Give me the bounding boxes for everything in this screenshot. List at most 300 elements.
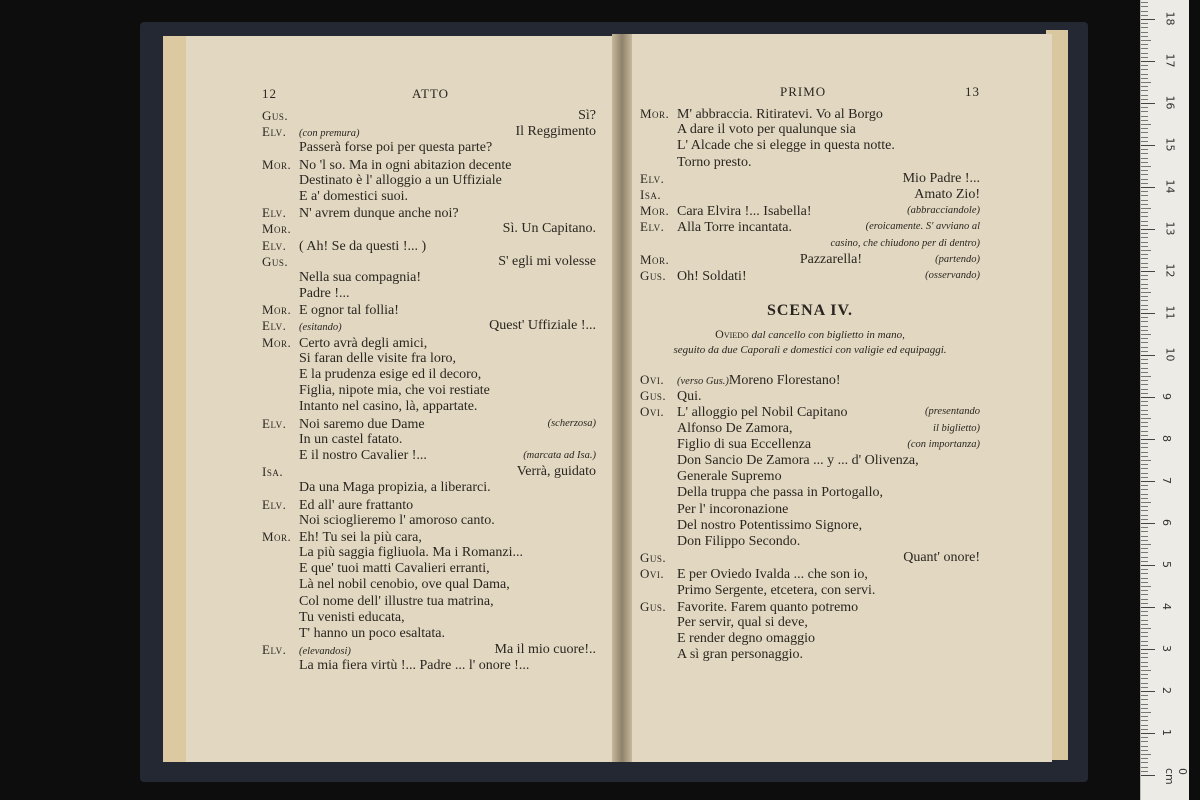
- text-line: [640, 404, 980, 420]
- ruler-label: 10: [1163, 347, 1177, 362]
- verse-text: Quest' Uffiziale !...: [489, 318, 596, 334]
- ruler-tick: [1141, 288, 1148, 289]
- stage-direction: (osservando): [925, 269, 980, 281]
- text-line: [262, 432, 596, 448]
- text-line: [262, 318, 596, 334]
- ruler-tick: [1141, 258, 1148, 259]
- text-line: [262, 577, 596, 593]
- ruler-tick: [1141, 313, 1155, 314]
- ruler-tick: [1141, 263, 1148, 264]
- ruler-tick: [1141, 447, 1148, 448]
- ruler-tick: [1141, 670, 1151, 671]
- text-line: [262, 545, 596, 561]
- ruler-tick: [1141, 519, 1148, 520]
- verse-text: Figlia, nipote mia, che voi restiate: [299, 383, 490, 399]
- text-line: [262, 124, 596, 140]
- ruler-tick: [1141, 666, 1148, 667]
- ruler-tick: [1141, 515, 1148, 516]
- text-line: [262, 497, 596, 513]
- verse-text: Il Reggimento: [515, 124, 596, 140]
- stage-direction: (presentando: [924, 406, 980, 418]
- ruler-tick: [1141, 481, 1155, 482]
- ruler-tick: [1141, 342, 1148, 343]
- verse-text: Nella sua compagnia!: [299, 269, 422, 285]
- verse-text: No 'l so. Ma in ogni abitazion decente: [299, 157, 512, 173]
- ruler-tick: [1141, 195, 1148, 196]
- text-line: [262, 480, 596, 496]
- verse-text: Moreno Florestano!: [728, 373, 841, 389]
- text-line: [640, 437, 980, 453]
- verse-text: Tu venisti educata,: [299, 609, 405, 625]
- ruler-tick: [1141, 397, 1155, 398]
- verse-text: Quant' onore!: [903, 550, 980, 566]
- verse-text: Là nel nobil cenobio, ove qual Dama,: [299, 577, 510, 593]
- text-line: [640, 647, 980, 663]
- ruler-label: 14: [1163, 179, 1177, 194]
- text-line: [262, 254, 596, 270]
- ruler-tick: [1141, 86, 1148, 87]
- stage-direction: (con importanza): [907, 438, 980, 450]
- ruler-tick: [1141, 65, 1148, 66]
- verse-text: Ed all' aure frattanto: [299, 497, 414, 513]
- text-line: [262, 173, 596, 189]
- ruler-tick: [1141, 426, 1148, 427]
- ruler-tick: [1141, 741, 1148, 742]
- text-line: [640, 155, 980, 171]
- ruler-tick: [1141, 452, 1148, 453]
- ruler-tick: [1141, 124, 1151, 125]
- ruler-tick: [1141, 321, 1148, 322]
- speaker: Ovi.: [640, 372, 665, 388]
- ruler-label: 5: [1160, 561, 1173, 568]
- ruler-tick: [1141, 347, 1148, 348]
- stage-direction: (partendo): [935, 253, 980, 265]
- ruler-tick: [1141, 376, 1151, 377]
- ruler-tick: [1141, 414, 1148, 415]
- ruler-tick: [1141, 15, 1148, 16]
- ruler-tick: [1141, 351, 1148, 352]
- verse-text: Figlio di sua Eccellenza: [677, 436, 812, 452]
- ruler-tick: [1141, 624, 1148, 625]
- ruler-label: 16: [1163, 95, 1177, 110]
- running-head: PRIMO: [780, 84, 827, 99]
- verse-text: M' abbraccia. Ritiratevi. Vo al Borgo: [677, 107, 883, 122]
- ruler-label: 18: [1163, 11, 1177, 26]
- ruler-tick: [1141, 90, 1148, 91]
- ruler-tick: [1141, 158, 1148, 159]
- ruler-tick: [1141, 11, 1148, 12]
- text-line: [640, 485, 980, 501]
- verse-text: Sì. Un Capitano.: [502, 221, 596, 237]
- speaker: Gus.: [262, 108, 289, 123]
- ruler-tick: [1141, 32, 1148, 33]
- speaker: Mor.: [262, 156, 292, 172]
- ruler-tick: [1141, 128, 1148, 129]
- verse-text: S' egli mi volesse: [498, 253, 596, 269]
- ruler-tick: [1141, 460, 1151, 461]
- text-line: [262, 351, 596, 367]
- ruler-tick: [1141, 632, 1148, 633]
- ruler-tick: [1141, 334, 1151, 335]
- text-line: [640, 138, 980, 154]
- speaker: Isa.: [640, 186, 662, 202]
- ruler-tick: [1141, 338, 1148, 339]
- verse-text: Destinato è l' alloggio a un Uffiziale: [299, 172, 502, 188]
- verse-text: Col nome dell' illustre tua matrina,: [299, 593, 494, 609]
- verse-text: E per Oviedo Ivalda ... che son io,: [677, 567, 868, 583]
- verse-text: Primo Sergente, etcetera, con servi.: [677, 582, 876, 598]
- ruler-label: 2: [1160, 687, 1173, 694]
- ruler-tick: [1141, 27, 1148, 28]
- text-line: [640, 236, 980, 252]
- ruler-tick: [1141, 691, 1155, 692]
- ruler-tick: [1141, 141, 1148, 142]
- text-line: [640, 187, 980, 203]
- ruler-tick: [1141, 103, 1155, 104]
- text-line: [640, 534, 980, 550]
- verse-text: ( Ah! Se da questi !... ): [299, 238, 427, 254]
- ruler-tick: [1141, 326, 1148, 327]
- text-line: [262, 448, 596, 464]
- ruler-label: 13: [1163, 221, 1177, 236]
- ruler-tick: [1141, 296, 1148, 297]
- ruler-tick: [1141, 271, 1155, 272]
- ruler-tick: [1141, 380, 1148, 381]
- verse-text: Certo avrà degli amici,: [299, 335, 428, 351]
- speaker: Mor.: [640, 251, 670, 267]
- ruler-tick: [1141, 208, 1151, 209]
- ruler-tick: [1141, 166, 1151, 167]
- verse-text: L' alloggio pel Nobil Capitano: [677, 405, 848, 421]
- ruler-tick: [1141, 456, 1148, 457]
- text-line: [640, 566, 980, 582]
- ruler-tick: [1141, 464, 1148, 465]
- verse-text: La più saggia figliuola. Ma i Romanzi...: [299, 545, 523, 561]
- scene-title: SCENA IV.: [766, 302, 854, 320]
- ruler-tick: [1141, 468, 1148, 469]
- ruler-tick: [1141, 187, 1155, 188]
- text-line: [640, 615, 980, 631]
- ruler-tick: [1141, 536, 1148, 537]
- text-line: [640, 453, 980, 469]
- text-line: [640, 631, 980, 647]
- ruler-tick: [1141, 23, 1148, 24]
- ruler-tick: [1141, 120, 1148, 121]
- ruler-label: 1: [1160, 729, 1173, 736]
- verse-text: Da una Maga propizia, a liberarci.: [299, 480, 491, 496]
- ruler-tick: [1141, 237, 1148, 238]
- ruler-tick: [1141, 674, 1148, 675]
- text-line: [262, 221, 596, 237]
- ruler-tick: [1141, 116, 1148, 117]
- ruler-tick: [1141, 716, 1148, 717]
- ruler-tick: [1141, 548, 1148, 549]
- page-number: 13: [965, 84, 980, 99]
- ruler-tick: [1141, 389, 1148, 390]
- ruler-tick: [1141, 107, 1148, 108]
- ruler-tick: [1141, 557, 1148, 558]
- ruler-tick: [1141, 422, 1148, 423]
- ruler-label: 3: [1160, 645, 1173, 652]
- ruler-tick: [1141, 305, 1148, 306]
- stage-direction: casino, che chiudono per di dentro): [830, 237, 980, 249]
- ruler-tick: [1141, 48, 1148, 49]
- verse-text: Don Filippo Secondo.: [677, 533, 801, 549]
- speaker: Mor.: [262, 221, 292, 237]
- text-line: [262, 399, 596, 415]
- ruler-tick: [1141, 44, 1148, 45]
- ruler-tick: [1141, 368, 1148, 369]
- text-line: [640, 518, 980, 534]
- verse-text: Pazzarella!: [799, 251, 862, 267]
- ruler-tick: [1141, 95, 1148, 96]
- ruler-tick: [1141, 2, 1148, 3]
- text-line: [262, 108, 596, 124]
- verse-text: E il nostro Cavalier !...: [299, 447, 427, 463]
- text-line: [640, 203, 980, 219]
- ruler-tick: [1141, 754, 1151, 755]
- ruler-tick: [1141, 473, 1148, 474]
- ruler-tick: [1141, 695, 1148, 696]
- ruler-tick: [1141, 620, 1148, 621]
- ruler-tick: [1141, 174, 1148, 175]
- ruler-tick: [1141, 636, 1148, 637]
- ruler-tick: [1141, 775, 1155, 776]
- ruler-tick: [1141, 485, 1148, 486]
- ruler-tick: [1141, 317, 1148, 318]
- verse-text: Verrà, guidato: [516, 464, 596, 480]
- ruler-tick: [1141, 162, 1148, 163]
- ruler-tick: [1141, 359, 1148, 360]
- verse-text: E render degno omaggio: [677, 631, 816, 647]
- ruler-tick: [1141, 179, 1148, 180]
- ruler-tick: [1141, 309, 1148, 310]
- ruler-tick: [1141, 569, 1148, 570]
- ruler-tick: [1141, 565, 1155, 566]
- ruler-label: 15: [1163, 137, 1177, 152]
- speaker: Ovi.: [640, 404, 665, 420]
- measuring-ruler: [1140, 0, 1189, 800]
- scene-description-line-2: seguito da due Caporali e domestici con valigie ed equipaggi.: [673, 344, 947, 357]
- verse-text: Per servir, qual si deve,: [677, 614, 808, 630]
- ruler-tick: [1141, 720, 1148, 721]
- ruler-tick: [1141, 170, 1148, 171]
- ruler-tick: [1141, 653, 1148, 654]
- text-line: [640, 372, 980, 388]
- ruler-tick: [1141, 615, 1148, 616]
- ruler-tick: [1141, 439, 1155, 440]
- ruler-tick: [1141, 183, 1148, 184]
- verse-text: A dare il voto per qualunque sia: [677, 122, 856, 138]
- verse-text: Si faran delle visite fra loro,: [299, 350, 457, 366]
- speaker: Elv.: [262, 318, 287, 334]
- verse-text: E la prudenza esige ed il decoro,: [299, 367, 482, 382]
- ruler-label: 4: [1160, 603, 1173, 610]
- text-line: [640, 469, 980, 485]
- text-line: [262, 658, 596, 674]
- page-number: 12: [262, 86, 277, 101]
- verse-text: Ma il mio cuore!..: [494, 642, 596, 658]
- ruler-tick: [1141, 510, 1148, 511]
- ruler-tick: [1141, 767, 1148, 768]
- text-line: [262, 529, 596, 545]
- ruler-tick: [1141, 582, 1148, 583]
- text-line: [640, 106, 980, 122]
- text-line: [262, 464, 596, 480]
- ruler-tick: [1141, 628, 1151, 629]
- verse-text: L' Alcade che si elegge in questa notte.: [677, 138, 895, 154]
- ruler-tick: [1141, 750, 1148, 751]
- ruler-tick: [1141, 137, 1148, 138]
- left-page: [186, 36, 618, 762]
- text-line: [262, 594, 596, 610]
- ruler-tick: [1141, 355, 1155, 356]
- verse-text: La mia fiera virtù !... Padre ... l' onore !...: [299, 658, 530, 674]
- speaker: Elv.: [262, 205, 287, 221]
- verse-text: Torno presto.: [677, 154, 752, 170]
- text-line: [262, 189, 596, 205]
- ruler-tick: [1141, 502, 1151, 503]
- verse-text: In un castel fatato.: [299, 431, 403, 447]
- ruler-tick: [1141, 57, 1148, 58]
- stage-direction: (eroicamente. S' avviano al: [865, 221, 980, 233]
- ruler-tick: [1141, 410, 1148, 411]
- speaker: Ovi.: [640, 566, 665, 582]
- text-line: [640, 550, 980, 566]
- text-line: [640, 421, 980, 437]
- stage-direction: (scherzosa): [547, 417, 596, 429]
- speaker: Elv.: [640, 170, 665, 186]
- text-line: [640, 388, 980, 404]
- ruler-tick: [1141, 292, 1151, 293]
- ruler-tick: [1141, 578, 1148, 579]
- ruler-tick: [1141, 683, 1148, 684]
- ruler-tick: [1141, 708, 1148, 709]
- ruler-tick: [1141, 418, 1151, 419]
- verse-text: Passerà forse poi per questa parte?: [299, 140, 493, 156]
- ruler-tick: [1141, 212, 1148, 213]
- text-line: [262, 238, 596, 254]
- ruler-tick: [1141, 225, 1148, 226]
- ruler-tick: [1141, 254, 1148, 255]
- verse-text: E ognor tal follia!: [299, 303, 399, 319]
- verse-text: T' hanno un poco esaltata.: [299, 626, 445, 641]
- text-line: [262, 561, 596, 577]
- ruler-tick: [1141, 477, 1148, 478]
- text-line: [640, 252, 980, 268]
- ruler-tick: [1141, 758, 1148, 759]
- text-line: [640, 583, 980, 599]
- speaker: Elv.: [262, 642, 287, 658]
- ruler-tick: [1141, 657, 1148, 658]
- ruler-label: 0 cm: [1163, 768, 1189, 785]
- speaker: Elv.: [262, 237, 287, 253]
- speaker: Mor.: [262, 302, 292, 318]
- ruler-tick: [1141, 540, 1148, 541]
- ruler-tick: [1141, 573, 1148, 574]
- ruler-label: 7: [1160, 477, 1173, 484]
- ruler-label: 9: [1160, 393, 1173, 400]
- stage-direction: (abbracciandole): [907, 205, 980, 217]
- ruler-tick: [1141, 69, 1148, 70]
- ruler-tick: [1141, 300, 1148, 301]
- verse-text: Noi scioglieremo l' amoroso canto.: [299, 512, 495, 528]
- ruler-label: 6: [1160, 519, 1173, 526]
- text-line: [640, 502, 980, 518]
- verse-text: Sì?: [578, 108, 596, 123]
- verse-text: Generale Supremo: [677, 469, 782, 485]
- ruler-tick: [1141, 662, 1148, 663]
- ruler-tick: [1141, 645, 1148, 646]
- ruler-tick: [1141, 221, 1148, 222]
- verse-text: Amato Zio!: [914, 186, 980, 202]
- ruler-tick: [1141, 762, 1148, 763]
- ruler-tick: [1141, 611, 1148, 612]
- running-head: ATTO: [412, 86, 449, 101]
- ruler-label: 12: [1163, 263, 1177, 278]
- verse-text: Noi saremo due Dame: [299, 416, 425, 432]
- ruler-tick: [1141, 678, 1148, 679]
- ruler-tick: [1141, 704, 1148, 705]
- ruler-tick: [1141, 489, 1148, 490]
- verse-text: A sì gran personaggio.: [677, 647, 803, 663]
- ruler-tick: [1141, 384, 1148, 385]
- ruler-tick: [1141, 746, 1148, 747]
- ruler-tick: [1141, 132, 1148, 133]
- text-line: [262, 610, 596, 626]
- text-line: [640, 122, 980, 138]
- verse-text: Don Sancio De Zamora ... y ... d' Olivenza,: [677, 453, 919, 468]
- speaker: Gus.: [262, 253, 289, 269]
- ruler-tick: [1141, 699, 1148, 700]
- text-line: [262, 157, 596, 173]
- speaker: Mor.: [640, 203, 670, 219]
- text-line: [640, 171, 980, 187]
- verse-text: Eh! Tu sei la più cara,: [299, 529, 422, 545]
- text-line: [262, 335, 596, 351]
- book-gutter: [612, 34, 632, 762]
- text-line: [262, 270, 596, 286]
- verse-text: N' avrem dunque anche noi?: [299, 206, 459, 222]
- ruler-tick: [1141, 19, 1155, 20]
- text-line: [262, 513, 596, 529]
- verse-text: Alla Torre incantata.: [677, 220, 792, 236]
- ruler-tick: [1141, 200, 1148, 201]
- ruler-tick: [1141, 603, 1148, 604]
- left-page-header: [262, 86, 596, 108]
- ruler-tick: [1141, 82, 1151, 83]
- ruler-tick: [1141, 607, 1155, 608]
- verse-text: Mio Padre !...: [902, 170, 980, 186]
- ruler-tick: [1141, 330, 1148, 331]
- text-line: [262, 367, 596, 383]
- ruler-tick: [1141, 149, 1148, 150]
- ruler-tick: [1141, 561, 1148, 562]
- ruler-tick: [1141, 733, 1155, 734]
- ruler-tick: [1141, 74, 1148, 75]
- verse-text: Oh! Soldati!: [677, 268, 747, 284]
- ruler-tick: [1141, 443, 1148, 444]
- ruler-tick: [1141, 267, 1148, 268]
- verse-text: Del nostro Potentissimo Signore,: [677, 517, 863, 533]
- ruler-tick: [1141, 435, 1148, 436]
- ruler-tick: [1141, 712, 1151, 713]
- text-line: [640, 268, 980, 284]
- ruler-tick: [1141, 494, 1148, 495]
- ruler-tick: [1141, 729, 1148, 730]
- verse-text: Intanto nel casino, là, appartate.: [299, 399, 478, 415]
- ruler-tick: [1141, 641, 1148, 642]
